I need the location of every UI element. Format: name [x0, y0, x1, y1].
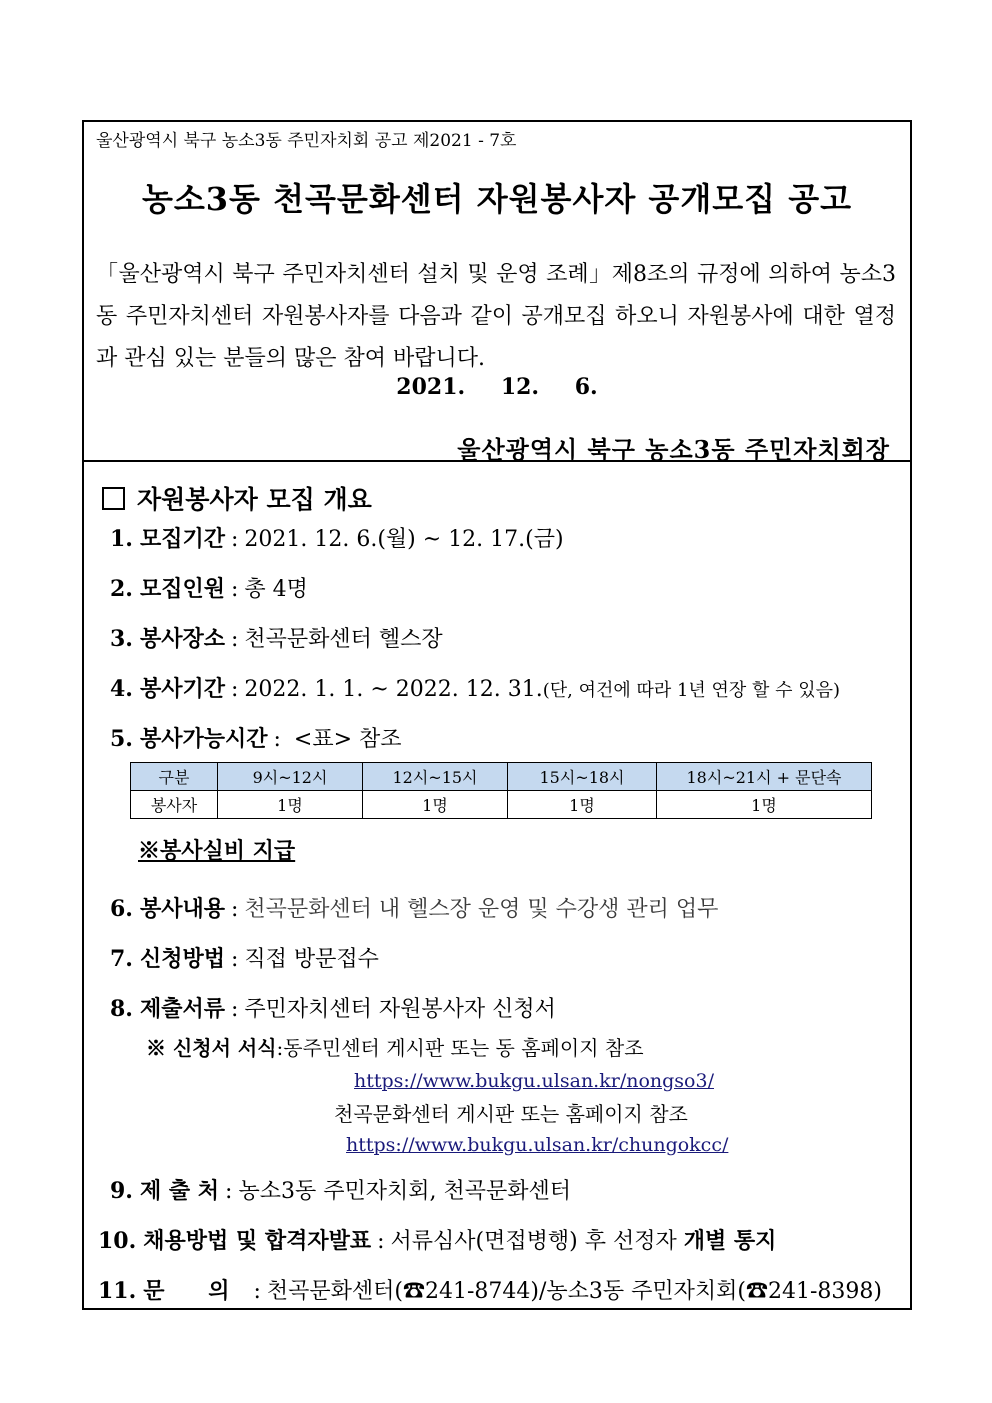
table-row: [131, 791, 872, 819]
item-recruit-period: 1. 모집기간 : 2021. 12. 6.(월) ~ 12. 17.(금): [110, 526, 564, 552]
item-recruit-count: 2. 모집인원 : 총 4명: [110, 576, 308, 602]
table-cell: 1명: [363, 791, 508, 819]
checkbox-square-icon: [102, 487, 125, 510]
item-submit-to: 9. 제 출 처 : 농소3동 주민자치회, 천곡문화센터: [110, 1178, 571, 1204]
intro-paragraph: 「울산광역시 북구 주민자치센터 설치 및 운영 조례」제8조의 규정에 의하여 농소3동 주민자치센터 자원봉사자를 다음과 같이 공개모집 하오니 자원봉사에 대한 열정과 관심 있는 분들의 많은 참여 바랍니다.: [96, 262, 896, 371]
item-selection: 10. 채용방법 및 합격자발표 : 서류심사(면접병행) 후 선정자 개별 통지: [98, 1228, 777, 1254]
item-service-period: 4. 봉사기간 : 2022. 1. 1. ~ 2022. 12. 31.(단, 여건에 따라 1년 연장 할 수 있음): [110, 676, 841, 702]
allowance-note: ※봉사실비 지급: [138, 838, 296, 864]
section-title: [102, 480, 372, 516]
schedule-table: [130, 762, 872, 819]
item-place: 3. 봉사장소 : 천곡문화센터 헬스장: [110, 626, 443, 652]
link-nongso3[interactable]: https://www.bukgu.ulsan.kr/nongso3/: [354, 1070, 714, 1092]
item-service-content: 6. 봉사내용 : 천곡문화센터 내 헬스장 운영 및 수강생 관리 업무: [110, 896, 719, 922]
table-header: 구분: [131, 763, 218, 791]
table-cell: 1명: [218, 791, 363, 819]
notice-number: 울산광역시 북구 농소3동 주민자치회 공고 제2021 - 7호: [96, 131, 517, 151]
page-title: 농소3동 천곡문화센터 자원봉사자 공개모집 공고: [141, 180, 853, 218]
table-cell: 봉사자: [131, 791, 218, 819]
form-note: ※ 신청서 서식:동주민센터 게시판 또는 동 홈페이지 참조: [146, 1036, 644, 1060]
item-inquiry: 11. 문 의 : 천곡문화센터(☎241-8744)/농소3동 주민자치회(☎241-8398): [98, 1278, 882, 1304]
section-title-text: 자원봉사자 모집 개요: [137, 485, 372, 514]
table-cell: 1명: [657, 791, 872, 819]
section-divider: [84, 460, 910, 462]
item-apply-method: 7. 신청방법 : 직접 방문접수: [110, 946, 379, 972]
signer: 울산광역시 북구 농소3동 주민자치회장: [457, 435, 890, 464]
notice-frame: [82, 120, 912, 1310]
notice-date: 2021. 12. 6.: [396, 374, 598, 400]
table-header: 18시~21시 + 문단속: [657, 763, 872, 791]
table-cell: 1명: [508, 791, 657, 819]
table-header: 12시~15시: [363, 763, 508, 791]
form-note-center: 천곡문화센터 게시판 또는 홈페이지 참조: [334, 1102, 688, 1126]
link-chungokcc[interactable]: https://www.bukgu.ulsan.kr/chungokcc/: [346, 1134, 729, 1156]
item-available-time: 5. 봉사가능시간 : <표> 참조: [110, 726, 402, 752]
item-documents: 8. 제출서류 : 주민자치센터 자원봉사자 신청서: [110, 996, 556, 1022]
table-header: 9시~12시: [218, 763, 363, 791]
table-header-row: [131, 763, 872, 791]
table-header: 15시~18시: [508, 763, 657, 791]
